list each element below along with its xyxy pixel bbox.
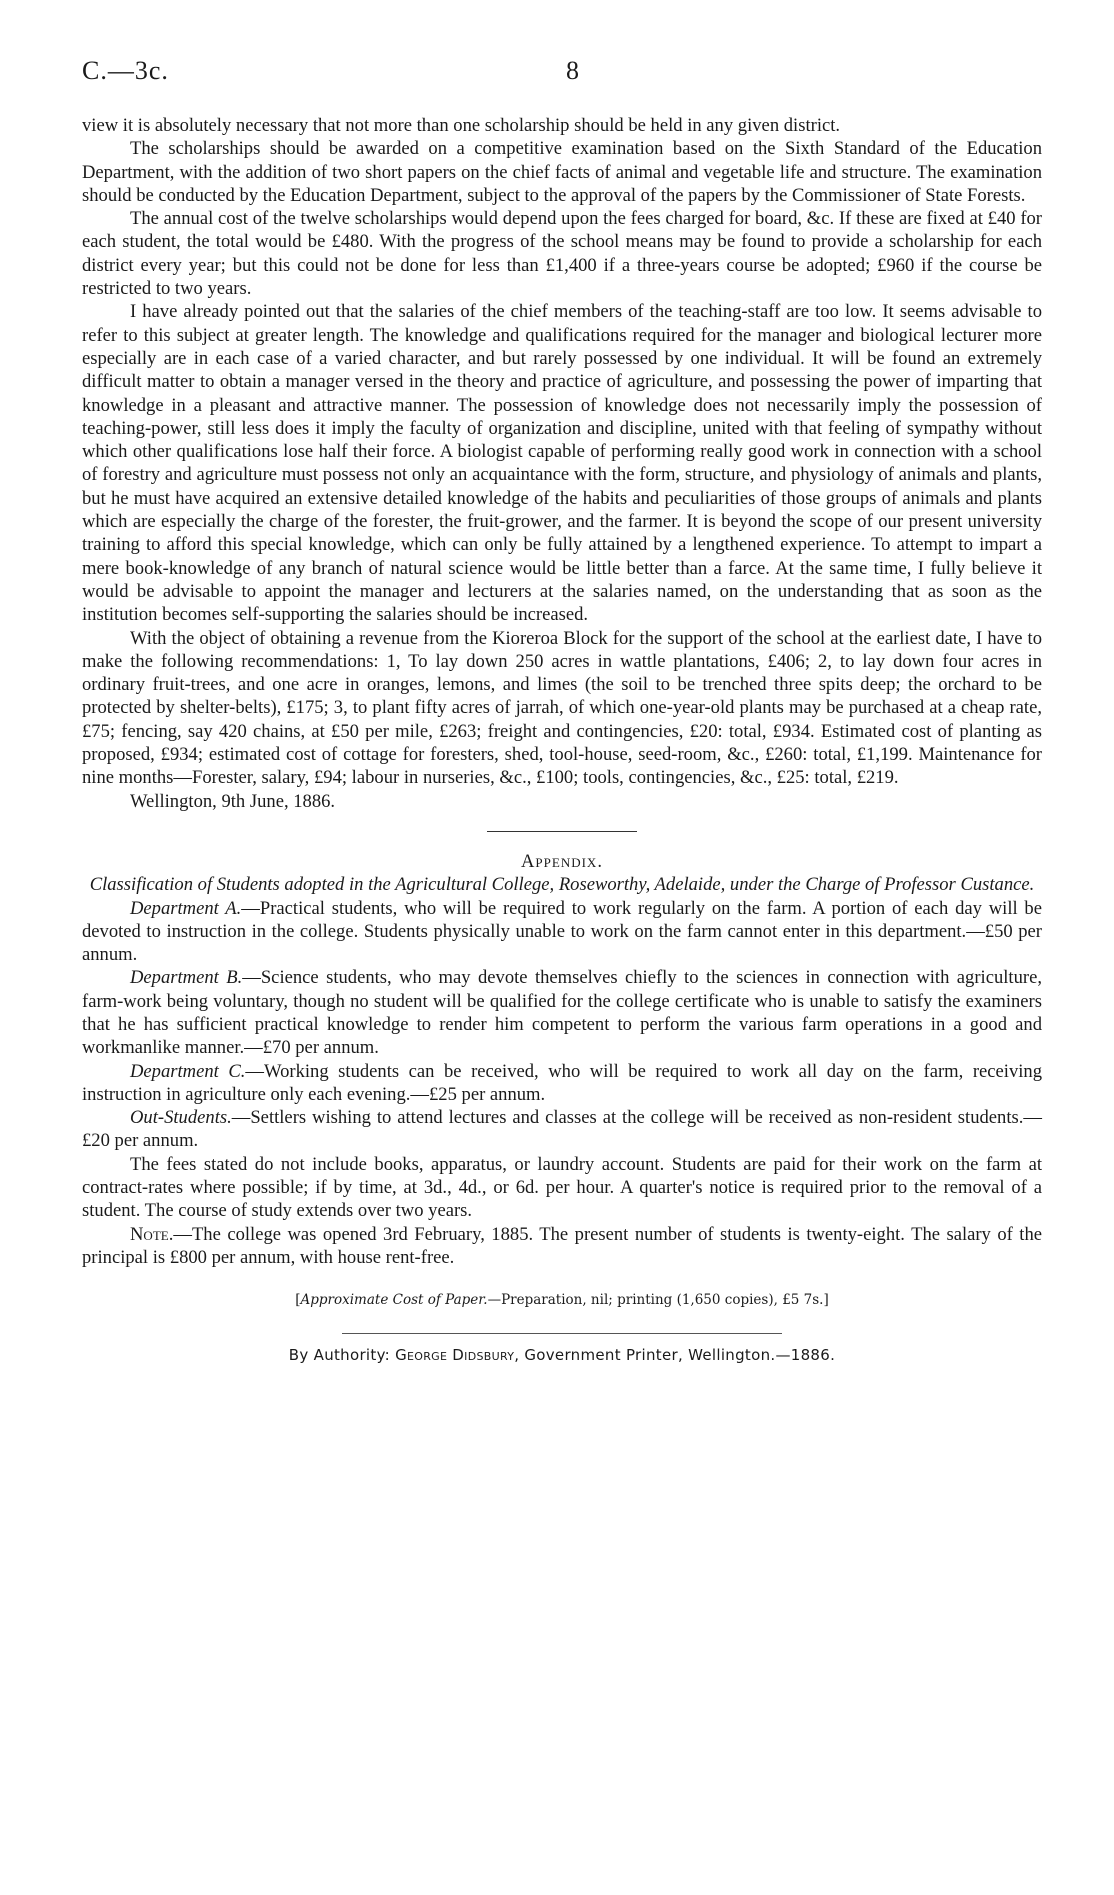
department-a	[82, 897, 1042, 967]
department-b	[82, 966, 1042, 1059]
paragraph-scholarship-exam: The scholarships should be awarded on a competitive examination based on the Sixth Standard of the Education Department, with the addition of two short papers on the chief facts of animal and vegetable life and structure. The examination should be conducted by the Education Department, subject to the approval of the papers by the Commissioner of State Forests.	[82, 138, 1042, 206]
department-b-label: Department B.	[130, 967, 243, 989]
cost-text: —Preparation, nil; printing (1,650 copies), £5 7s.	[487, 1292, 824, 1309]
page-header	[82, 56, 1042, 86]
cost-label: Approximate Cost of Paper.	[300, 1292, 488, 1309]
appendix-title: Appendix.	[521, 850, 603, 872]
out-students	[82, 1106, 1042, 1153]
department-a-text: —Practical students, who will be required to work regularly on the farm. A portion of each day will be devoted to instruction in the college. Students physically unable to work on the farm cannot enter in this department.—£50 per annum.	[82, 897, 1042, 966]
paragraph-continued: view it is absolutely necessary that not more than one scholarship should be held in any given district.	[82, 115, 841, 136]
page-number: 8	[566, 56, 579, 85]
document-body	[82, 114, 1042, 1368]
paragraph-annual-cost: The annual cost of the twelve scholarships would depend upon the fees charged for board, &c. If these are fixed at £40 for each student, the total would be £480. With the progress of the school means may be found to provide a scholarship for each district every year; but this could not be done for less than £1,400 if a three-years course be adopted; £960 if the course be restricted to two years.	[82, 208, 1042, 300]
authority-suffix: , Government Printer, Wellington.—1886.	[514, 1346, 836, 1365]
fees-paragraph: The fees stated do not include books, apparatus, or laundry account. Students are paid for their work on the farm at contract-rates where possible; if by time, at 3d., 4d., or 6d. per hour. A quarter's notice is required prior to the removal of a student. The course of study extends over two years.	[82, 1153, 1042, 1222]
department-a-label: Department A.	[130, 897, 242, 919]
document-code: C.—3c.	[82, 56, 169, 85]
footer-rule	[342, 1333, 782, 1334]
department-b-text: —Science students, who may devote themselves chiefly to the sciences in connection with agriculture, farm-work being voluntary, though no student will be qualified for the college certificate who is unable to satisfy the examiners that he has sufficient practical knowledge to render him competent to perform the various farm operations in a good and workmanlike manner.—£70 per annum.	[82, 967, 1042, 1059]
note-paragraph	[82, 1223, 1042, 1270]
appendix-subtitle: Classification of Students adopted in the Agricultural College, Roseworthy, Adelaide, under the Charge of Professor Custance.	[89, 874, 1035, 896]
printer-name: George Didsbury	[395, 1346, 515, 1365]
paragraph-recommendations: With the object of obtaining a revenue from the Kioreroa Block for the support of the school at the earliest date, I have to make the following recommendations: 1, To lay down 250 acres in wattle plantations, £406; 2, to lay down four acres in ordinary fruit-trees, and one acre in oranges, lemons, and limes (the soil to be trenched three spits deep; the orchard to be protected by shelter-belts), £175; 3, to plant fifty acres of jarrah, of which one-year-old plants may be purchased at a cheap rate, £75; fencing, say 420 chains, at £50 per mile, £263; freight and contingencies, £20: total, £934. Estimated cost of planting as proposed, £934; estimated cost of cottage for foresters, shed, tool-house, seed-room, &c., £260: total, £1,199. Maintenance for nine months—Forester, salary, £94; labour in nurseries, &c., £100; tools, contingencies, &c., £25: total, £219.	[82, 627, 1042, 789]
department-c	[82, 1060, 1042, 1107]
department-c-label: Department C.	[130, 1060, 246, 1082]
paragraph-salaries: I have already pointed out that the salaries of the chief members of the teaching-staff are too low. It seems advisable to refer to this subject at greater length. The knowledge and qualifications required for the manager and biological lecturer more especially are in each case of a varied character, and but rarely possessed by one individual. It will be found an extremely difficult matter to obtain a manager versed in the theory and practice of agriculture, and possessing the power of imparting that knowledge in a pleasant and attractive manner. The possession of knowledge does not necessarily imply the possession of teaching-power, still less does it imply the faculty of organization and discipline, united with that feeling of sympathy without which other qualifications lose half their force. A biologist capable of performing really good work in connection with a school of forestry and agriculture must possess not only an acquaintance with the form, structure, and physiology of animals and plants, but he must have acquired an extensive detailed knowledge of the habits and peculiarities of those groups of animals and plants which are especially the charge of the forester, the fruit-grower, and the farmer. It is beyond the scope of our present university training to afford this special knowledge, which can only be fully attained by a lengthened experience. To attempt to impart a mere book-knowledge of any branch of natural science would be little better than a farce. At the same time, I fully believe it would be advisable to appoint the manager and lecturers at the salaries named, on the understanding that as soon as the institution becomes self-supporting the salaries should be increased.	[82, 301, 1042, 626]
signature-date: Wellington, 9th June, 1886.	[130, 790, 336, 812]
authority-prefix: By Authority:	[288, 1346, 396, 1365]
out-students-label: Out-Students.	[130, 1107, 232, 1129]
printer-authority	[82, 1344, 1042, 1367]
out-students-text: —Settlers wishing to attend lectures and classes at the college will be received as non-resident students.—£20 per annum.	[82, 1107, 1042, 1152]
note-text: —The college was opened 3rd February, 1885. The present number of students is twenty-eight. The salary of the principal is £800 per annum, with house rent-free.	[82, 1223, 1042, 1268]
department-c-text: —Working students can be received, who will be required to work all day on the farm, receiving instruction in agriculture only each evening.—£25 per annum.	[82, 1060, 1042, 1105]
section-divider	[487, 831, 637, 832]
cost-of-paper: [Approximate Cost of Paper.—Preparation, nil; printing (1,650 copies), £5 7s.]	[295, 1292, 829, 1309]
note-label: Note.	[130, 1223, 174, 1245]
